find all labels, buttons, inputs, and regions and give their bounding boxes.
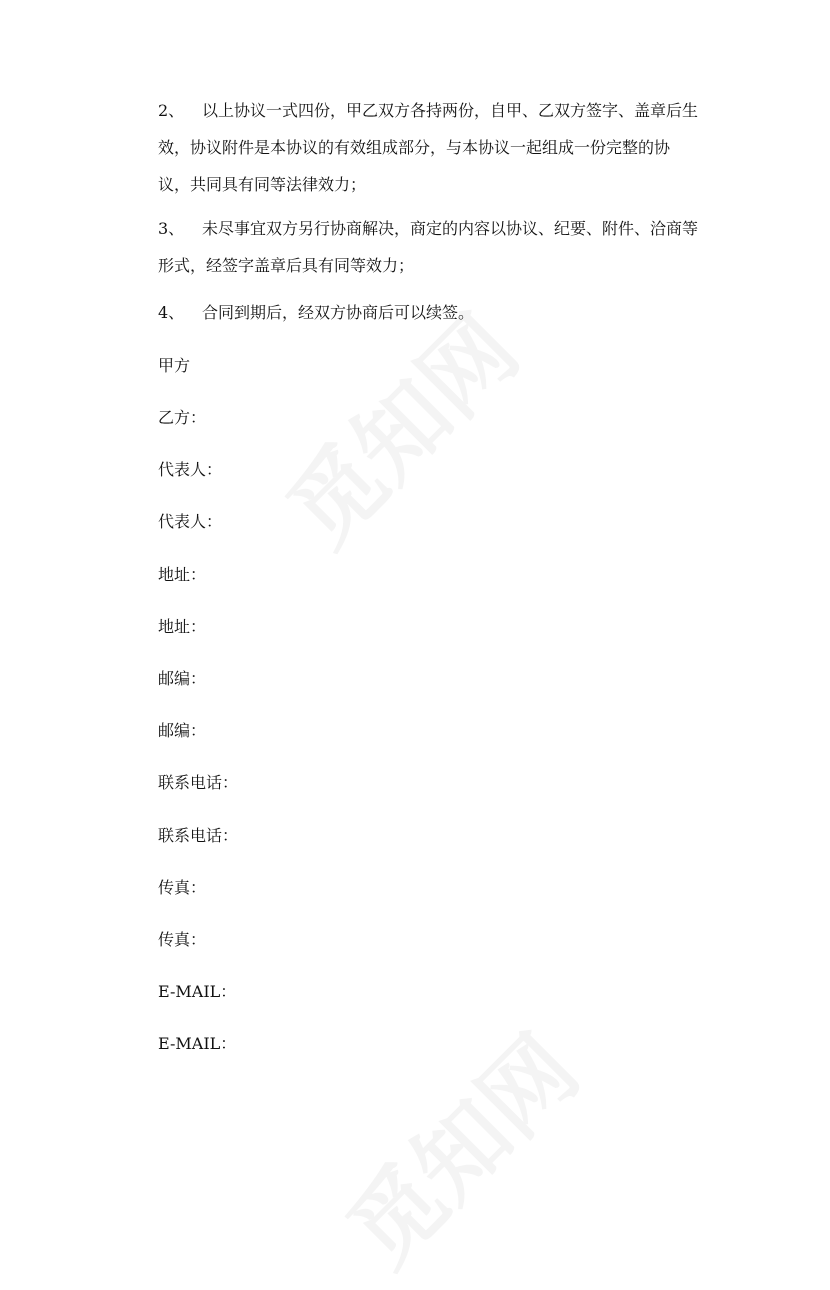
clause-number: 3、: [158, 219, 185, 238]
party-b-label: 乙方：: [158, 408, 207, 427]
clause-text: 以上协议一式四份，甲乙双方各持两份，自甲、乙双方签字、盖章后生效，协议附件是本协议的有效组成部分，与本协议一起组成一份完整的协议，共同具有同等法律效力；: [158, 101, 699, 194]
clause-2: [158, 92, 698, 203]
postcode-label: 邮编：: [158, 721, 207, 740]
clause-text: 合同到期后，经双方协商后可以续签。: [202, 303, 475, 322]
clause-4: [158, 294, 698, 331]
clause-text: 未尽事宜双方另行协商解决，商定的内容以协议、纪要、附件、洽商等形式，经签字盖章后具有同等效力；: [158, 219, 699, 275]
representative-label: 代表人：: [158, 460, 223, 479]
phone-label: 联系电话：: [158, 826, 239, 845]
clause-number: 2、: [158, 101, 185, 120]
clause-3: [158, 210, 698, 284]
phone-label: 联系电话：: [158, 773, 239, 792]
fax-label: 传真：: [158, 930, 207, 949]
fax-label: 传真：: [158, 878, 207, 897]
address-label: 地址：: [158, 565, 207, 584]
email-label: E-MAIL：: [158, 1034, 237, 1053]
email-label: E-MAIL：: [158, 982, 237, 1001]
party-a-label: 甲方: [158, 356, 191, 375]
clause-number: 4、: [158, 303, 185, 322]
representative-label: 代表人：: [158, 512, 223, 531]
postcode-label: 邮编：: [158, 669, 207, 688]
address-label: 地址：: [158, 617, 207, 636]
watermark: [314, 1002, 603, 1290]
